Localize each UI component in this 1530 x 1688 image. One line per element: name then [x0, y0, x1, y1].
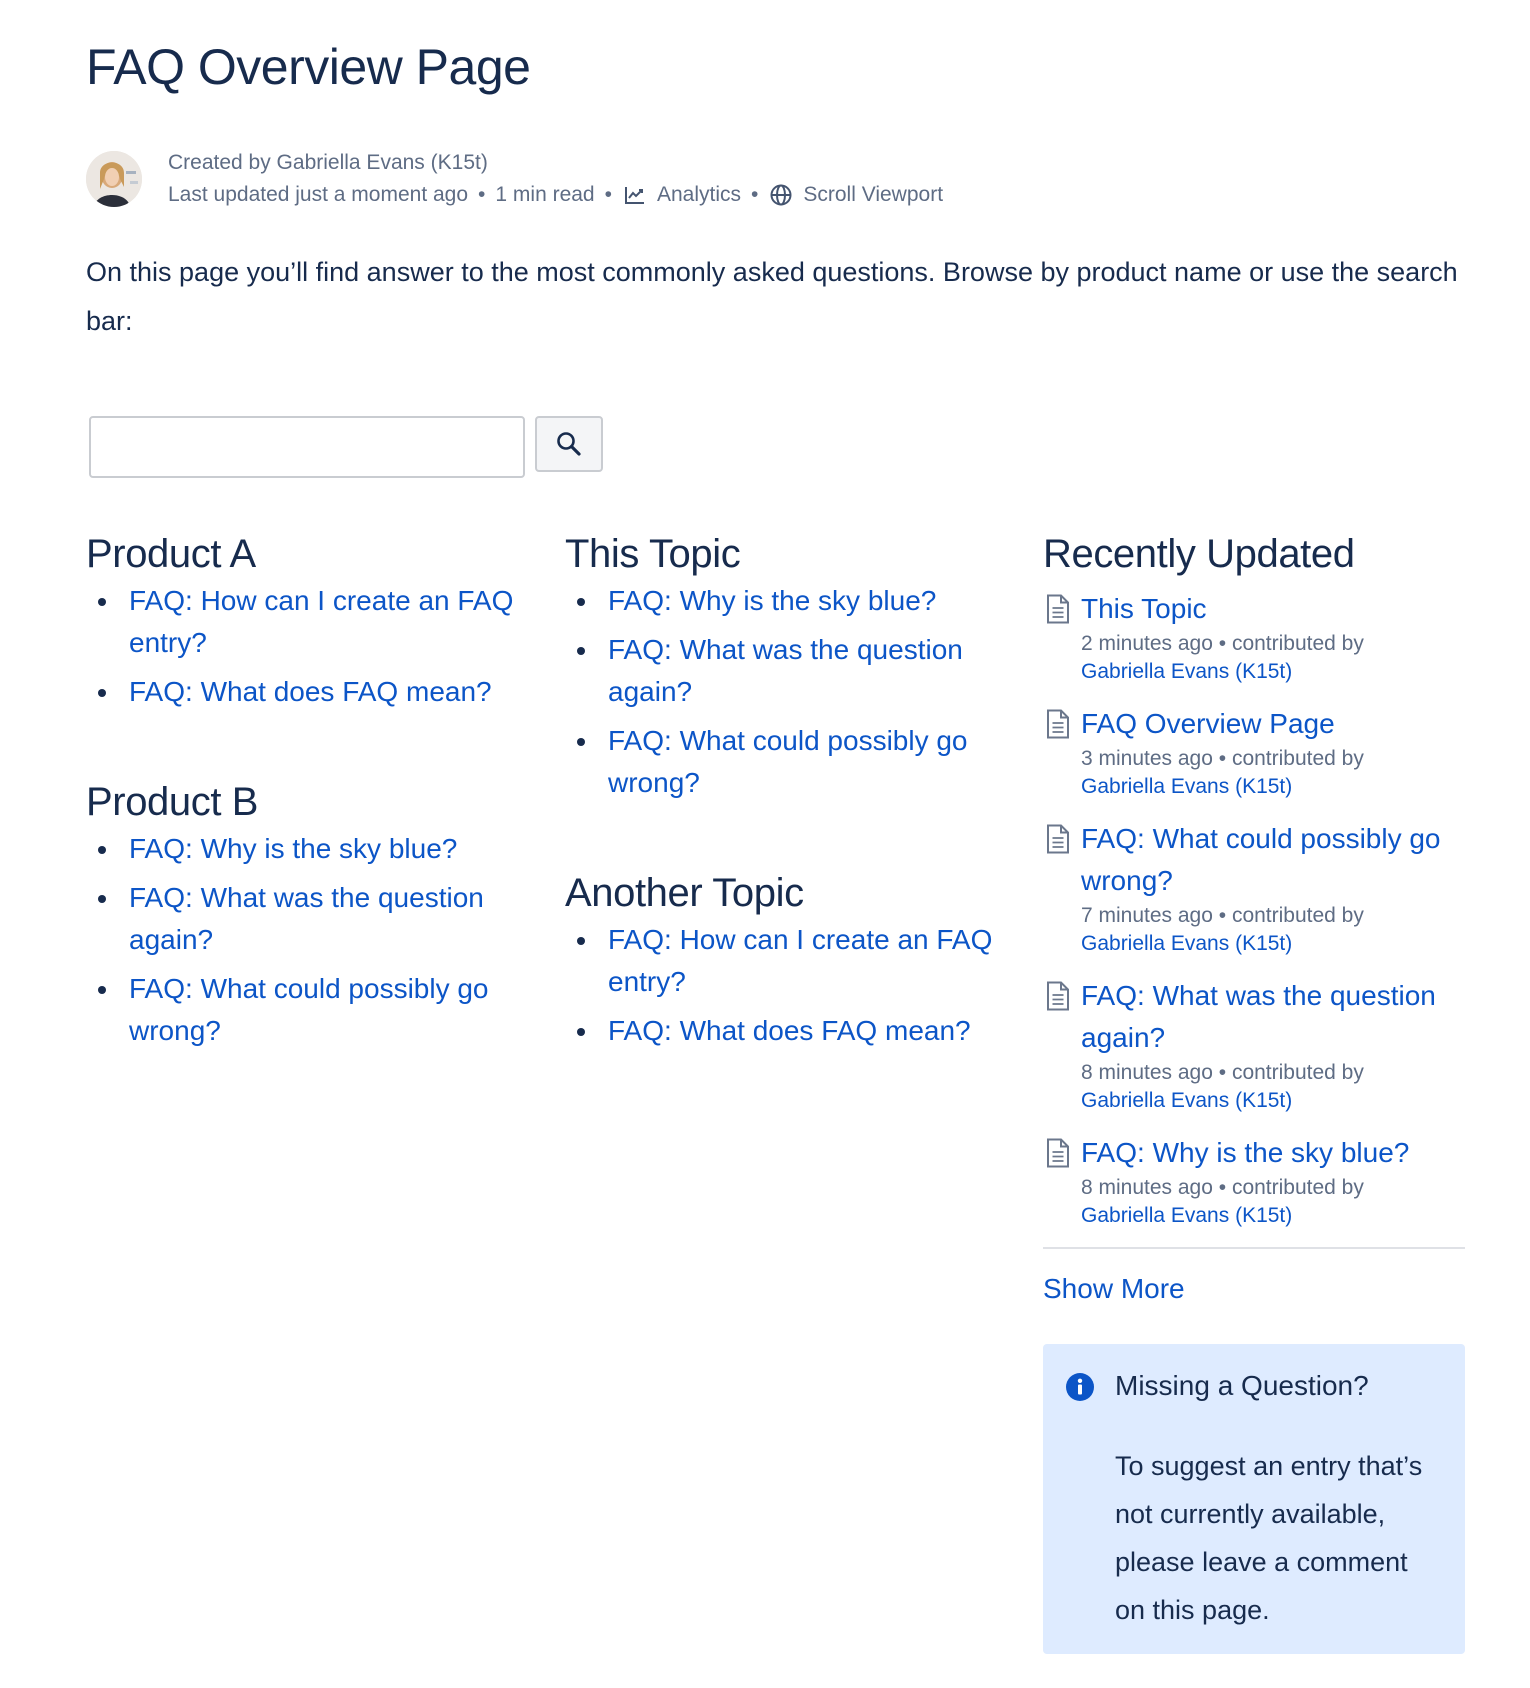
info-panel-body: To suggest an entry that’s not currently available, please leave a comment on this page.	[1115, 1451, 1423, 1625]
document-icon	[1045, 594, 1071, 624]
document-icon	[1045, 981, 1071, 1011]
scroll-viewport-link[interactable]: Scroll Viewport	[803, 183, 944, 206]
recent-page-meta: 7 minutes ago • contributed by	[1081, 904, 1364, 927]
faq-link[interactable]: FAQ: What could possibly go wrong?	[86, 968, 516, 1052]
faq-list	[565, 580, 995, 804]
faq-list	[86, 580, 516, 713]
recent-page-meta: 8 minutes ago • contributed by	[1081, 1061, 1364, 1084]
info-icon	[1065, 1372, 1095, 1402]
info-panel-title: Missing a Question?	[1115, 1370, 1369, 1401]
recent-page-link[interactable]: FAQ: What could possibly go wrong?	[1081, 823, 1441, 896]
faq-link[interactable]: FAQ: What was the question again?	[565, 629, 995, 713]
info-panel	[1043, 1344, 1465, 1654]
byline	[86, 148, 1286, 208]
document-icon	[1045, 709, 1071, 739]
recent-page-meta: 2 minutes ago • contributed by	[1081, 632, 1364, 655]
recent-page-author[interactable]: Gabriella Evans (K15t)	[1081, 1089, 1293, 1112]
recent-page-author[interactable]: Gabriella Evans (K15t)	[1081, 775, 1293, 798]
created-by: Created by Gabriella Evans (K15t)	[168, 151, 488, 174]
list-item	[1043, 588, 1465, 686]
faq-link[interactable]: FAQ: What was the question again?	[86, 877, 516, 961]
section-product-a	[86, 530, 516, 713]
search-button[interactable]	[535, 416, 603, 472]
section-heading: This Topic	[565, 532, 741, 576]
faq-link[interactable]: FAQ: Why is the sky blue?	[86, 828, 516, 870]
section-heading: Another Topic	[565, 871, 804, 915]
intro-text: On this page you’ll find answer to the most commonly asked questions. Browse by product name or use the search bar:	[86, 257, 1458, 336]
faq-link[interactable]: FAQ: What does FAQ mean?	[565, 1010, 995, 1052]
section-heading: Product A	[86, 532, 256, 576]
separator-dot: •	[751, 183, 759, 206]
section-heading: Product B	[86, 780, 259, 824]
recent-page-link[interactable]: FAQ: What was the question again?	[1081, 980, 1436, 1053]
globe-icon	[768, 182, 794, 208]
list-item	[1043, 703, 1465, 801]
analytics-icon	[622, 182, 648, 208]
faq-link[interactable]: FAQ: How can I create an FAQ entry?	[86, 580, 516, 664]
last-updated[interactable]: Last updated just a moment ago	[168, 183, 469, 206]
show-more-link[interactable]: Show More	[1043, 1273, 1185, 1304]
section-this-topic	[565, 530, 995, 804]
avatar[interactable]	[86, 151, 142, 207]
recent-page-link[interactable]: FAQ Overview Page	[1081, 708, 1335, 739]
avatar-image	[86, 151, 142, 207]
recent-page-meta: 3 minutes ago • contributed by	[1081, 747, 1364, 770]
document-icon	[1045, 824, 1071, 854]
recent-page-author[interactable]: Gabriella Evans (K15t)	[1081, 932, 1293, 955]
list-item	[1043, 818, 1465, 958]
faq-link[interactable]: FAQ: What does FAQ mean?	[86, 671, 516, 713]
read-time: 1 min read	[495, 183, 595, 206]
recent-page-author[interactable]: Gabriella Evans (K15t)	[1081, 660, 1293, 683]
faq-list	[86, 828, 516, 1052]
column-recently-updated	[1043, 530, 1465, 1654]
search-input[interactable]	[89, 416, 525, 478]
recently-updated-heading: Recently Updated	[1043, 532, 1355, 576]
recent-page-meta: 8 minutes ago • contributed by	[1081, 1176, 1364, 1199]
document-icon	[1045, 1138, 1071, 1168]
page-title: FAQ Overview Page	[86, 39, 531, 95]
recent-page-link[interactable]: FAQ: Why is the sky blue?	[1081, 1137, 1410, 1168]
divider	[1043, 1247, 1465, 1249]
recent-page-author[interactable]: Gabriella Evans (K15t)	[1081, 1204, 1293, 1227]
recently-updated-list	[1043, 588, 1465, 1230]
faq-link[interactable]: FAQ: What could possibly go wrong?	[565, 720, 995, 804]
separator-dot: •	[478, 183, 486, 206]
analytics-link[interactable]: Analytics	[656, 183, 741, 206]
column-products	[86, 530, 516, 1059]
section-another-topic	[565, 869, 995, 1052]
search-icon	[555, 430, 583, 458]
column-topics	[565, 530, 995, 1059]
separator-dot: •	[604, 183, 612, 206]
faq-link[interactable]: FAQ: Why is the sky blue?	[565, 580, 995, 622]
byline-text	[168, 148, 943, 212]
list-item	[1043, 975, 1465, 1115]
faq-link[interactable]: FAQ: How can I create an FAQ entry?	[565, 919, 995, 1003]
faq-list	[565, 919, 995, 1052]
list-item	[1043, 1132, 1465, 1230]
byline-meta-row	[168, 178, 943, 212]
section-product-b	[86, 778, 516, 1052]
recent-page-link[interactable]: This Topic	[1081, 593, 1207, 624]
